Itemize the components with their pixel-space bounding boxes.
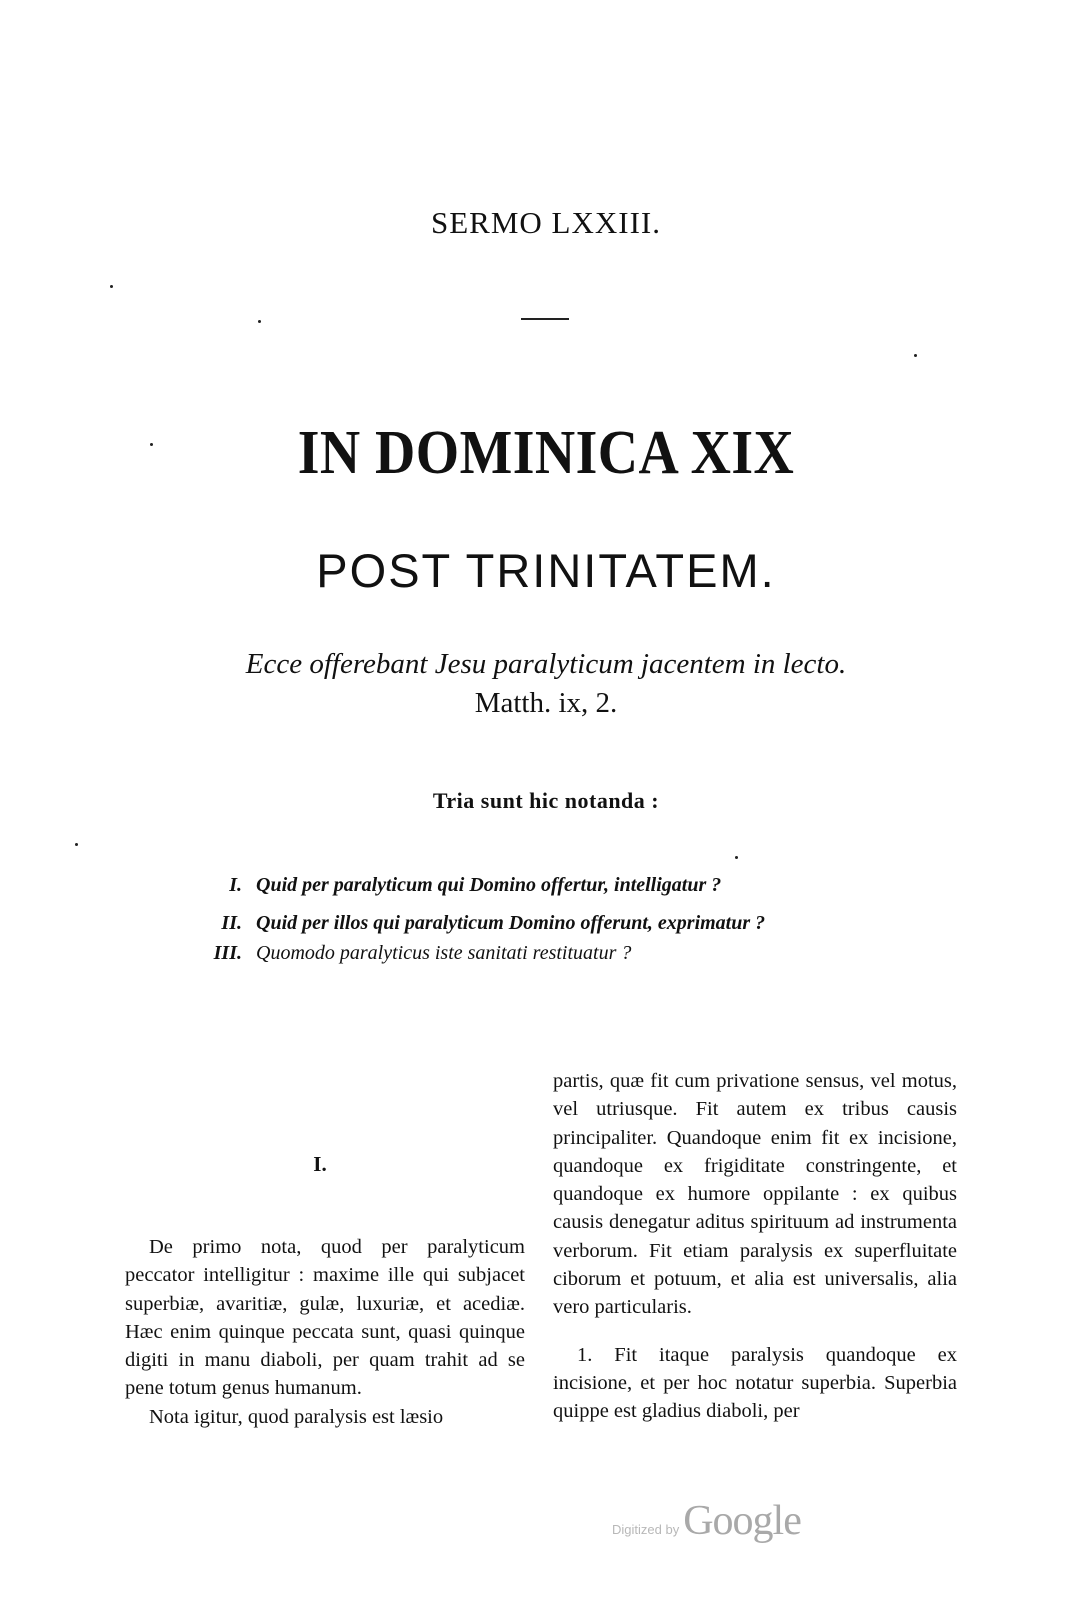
intro-line: Tria sunt hic notanda :	[432, 788, 660, 813]
paragraph: partis, quæ fit cum privatione sensus, vel motus, vel utriusque. Fit autem ex tribus causis principaliter. Quandoque enim fit ex incisione, quandoque ex frigiditate constringente, et quandoque ex humore oppilante : ex quibus causis denegatur aditus spirituum ad instrumenta verborum. Fit etiam paralysis ex superfluitate ciborum et potuum, et alia est universalis, alia vero particularis.	[553, 1070, 957, 1319]
question-item	[200, 874, 721, 897]
page-subtitle: POST TRINITATEM.	[316, 544, 776, 597]
page-title: IN DOMINICA XIX	[297, 419, 795, 487]
section-number: I.	[313, 1152, 327, 1176]
question-text: Quid per paralyticum qui Domino offertur, intelligatur ?	[256, 874, 722, 896]
question-text: Quid per illos qui paralyticum Domino offerunt, exprimatur ?	[256, 912, 766, 934]
question-text: Quomodo paralyticus iste sanitati restituatur ?	[256, 942, 632, 964]
epigraph-reference: Matth. ix, 2.	[474, 687, 618, 719]
digitized-watermark	[612, 1497, 801, 1545]
paragraph: 1. Fit itaque paralysis quandoque ex incisione, et per hoc notatur superbia. Superbia quippe est gladius diaboli, per	[553, 1343, 957, 1423]
scan-speck	[150, 443, 153, 446]
question-number: I.	[229, 874, 242, 896]
question-item	[200, 942, 631, 965]
paragraph: Nota igitur, quod paralysis est læsio	[149, 1405, 444, 1428]
scan-speck	[75, 843, 78, 846]
watermark-prefix: Digitized by	[612, 1522, 680, 1537]
watermark-brand: Google	[683, 1498, 801, 1544]
scan-speck	[735, 856, 738, 859]
right-column	[553, 1067, 957, 1426]
left-column	[125, 1233, 525, 1431]
question-item	[200, 912, 765, 935]
paragraph: De primo nota, quod per paralyticum peccator intelligitur : maxime ille qui subjacet superbiæ, avaritiæ, gulæ, luxuriæ, et acediæ. Hæc enim quinque peccata sunt, quasi quinque digiti in manu diaboli, per quam trahit ad se pene totum genus humanum.	[125, 1236, 525, 1400]
divider-rule	[521, 318, 569, 320]
paragraph-gap	[553, 1322, 957, 1341]
scan-speck	[914, 354, 917, 357]
question-number: II.	[221, 912, 242, 934]
question-number: III.	[213, 942, 242, 964]
epigraph-text: Ecce offerebant Jesu paralyticum jacentem in lecto.	[245, 648, 847, 680]
sermon-number: SERMO LXXIII.	[431, 205, 661, 240]
scan-speck	[110, 285, 113, 288]
scan-speck	[258, 320, 261, 323]
